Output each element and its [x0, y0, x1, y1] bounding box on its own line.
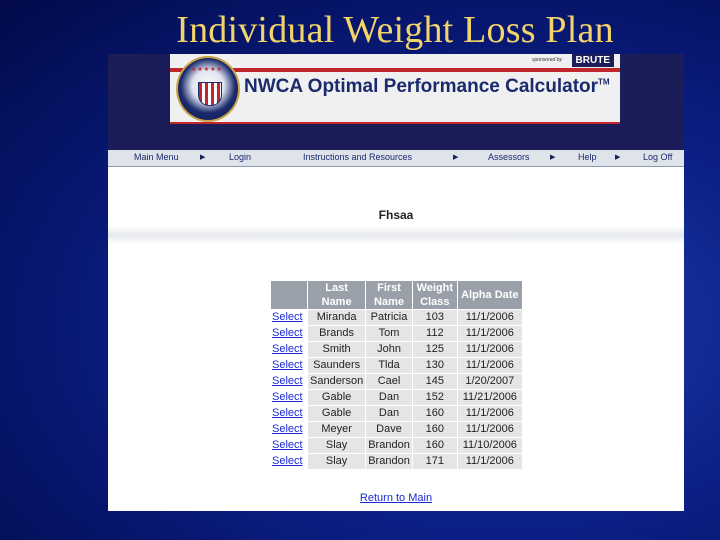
cell-weight-class: 130 [412, 358, 457, 374]
wrestler-table [270, 280, 523, 470]
cell-last-name: Slay [308, 438, 366, 454]
select-link[interactable]: Select [271, 326, 308, 342]
menu-assessors[interactable]: Assessors [488, 152, 530, 162]
table-row [271, 438, 523, 454]
sponsored-by-text: sponsored by [531, 57, 562, 63]
table-header-row [271, 281, 523, 310]
cell-first-name: John [366, 342, 413, 358]
table-row [271, 358, 523, 374]
cell-alpha-date: 11/1/2006 [457, 326, 522, 342]
column-header-first-name: First Name [366, 281, 413, 310]
cell-last-name: Meyer [308, 422, 366, 438]
cell-first-name: Dan [366, 390, 413, 406]
cell-last-name: Sanderson [308, 374, 366, 390]
seal-shield-icon [198, 82, 222, 106]
cell-first-name: Tlda [366, 358, 413, 374]
table-row [271, 422, 523, 438]
cell-weight-class: 125 [412, 342, 457, 358]
table-row [271, 390, 523, 406]
nwca-seal-icon [176, 56, 240, 122]
column-header-weight-class: Weight Class [412, 281, 457, 310]
cell-first-name: Cael [366, 374, 413, 390]
trademark-mark: TM [598, 77, 610, 87]
cell-alpha-date: 11/1/2006 [457, 454, 522, 470]
page-heading: Fhsaa [378, 208, 414, 222]
cell-last-name: Miranda [308, 310, 366, 326]
blurred-divider [108, 226, 684, 244]
menu-arrow-icon: ▶ [453, 154, 459, 161]
cell-alpha-date: 11/21/2006 [457, 390, 522, 406]
cell-last-name: Gable [308, 406, 366, 422]
slide-title: Individual Weight Loss Plan [176, 9, 614, 51]
cell-weight-class: 112 [412, 326, 457, 342]
cell-first-name: Brandon [366, 454, 413, 470]
cell-weight-class: 160 [412, 438, 457, 454]
cell-first-name: Patricia [366, 310, 413, 326]
select-link[interactable]: Select [271, 342, 308, 358]
cell-weight-class: 171 [412, 454, 457, 470]
table-row [271, 454, 523, 470]
banner-logo-area [170, 54, 620, 124]
cell-weight-class: 152 [412, 390, 457, 406]
cell-alpha-date: 11/10/2006 [457, 438, 522, 454]
cell-alpha-date: 11/1/2006 [457, 342, 522, 358]
header-banner [108, 54, 684, 150]
cell-weight-class: 160 [412, 422, 457, 438]
app-screenshot [108, 54, 684, 511]
table-row [271, 342, 523, 358]
column-header-select [271, 281, 308, 310]
menu-login[interactable]: Login [229, 152, 252, 162]
cell-alpha-date: 1/20/2007 [457, 374, 522, 390]
menu-main-menu[interactable]: Main Menu [134, 152, 179, 162]
cell-last-name: Saunders [308, 358, 366, 374]
cell-weight-class: 103 [412, 310, 457, 326]
cell-last-name: Brands [308, 326, 366, 342]
cell-last-name: Slay [308, 454, 366, 470]
menu-arrow-icon: ▶ [615, 154, 621, 161]
select-link[interactable]: Select [271, 422, 308, 438]
return-to-main-link[interactable]: Return to Main [359, 492, 433, 504]
cell-alpha-date: 11/1/2006 [457, 358, 522, 374]
cell-weight-class: 145 [412, 374, 457, 390]
select-link[interactable]: Select [271, 406, 308, 422]
select-link[interactable]: Select [271, 374, 308, 390]
cell-alpha-date: 11/1/2006 [457, 422, 522, 438]
menu-bar [108, 150, 684, 167]
table-row [271, 310, 523, 326]
select-link[interactable]: Select [271, 438, 308, 454]
select-link[interactable]: Select [271, 390, 308, 406]
cell-first-name: Brandon [366, 438, 413, 454]
cell-first-name: Dave [366, 422, 413, 438]
select-link[interactable]: Select [271, 454, 308, 470]
seal-stars: ★★★★★ [191, 67, 223, 73]
cell-last-name: Gable [308, 390, 366, 406]
select-link[interactable]: Select [271, 358, 308, 374]
banner-stripe [170, 68, 620, 72]
menu-arrow-icon: ▶ [550, 154, 556, 161]
column-header-last-name: Last Name [308, 281, 366, 310]
menu-arrow-icon: ▶ [200, 154, 206, 161]
cell-last-name: Smith [308, 342, 366, 358]
cell-alpha-date: 11/1/2006 [457, 310, 522, 326]
menu-instructions[interactable]: Instructions and Resources [303, 152, 413, 162]
app-title [244, 76, 610, 98]
cell-first-name: Tom [366, 326, 413, 342]
sponsor-logo: BRUTE [572, 54, 614, 67]
select-link[interactable]: Select [271, 310, 308, 326]
menu-help[interactable]: Help [578, 152, 597, 162]
cell-alpha-date: 11/1/2006 [457, 406, 522, 422]
cell-first-name: Dan [366, 406, 413, 422]
cell-weight-class: 160 [412, 406, 457, 422]
column-header-alpha-date: Alpha Date [457, 281, 522, 310]
table-row [271, 406, 523, 422]
app-title-text: NWCA Optimal Performance Calculator [244, 76, 599, 97]
menu-log-off[interactable]: Log Off [643, 152, 673, 162]
table-row [271, 374, 523, 390]
table-row [271, 326, 523, 342]
